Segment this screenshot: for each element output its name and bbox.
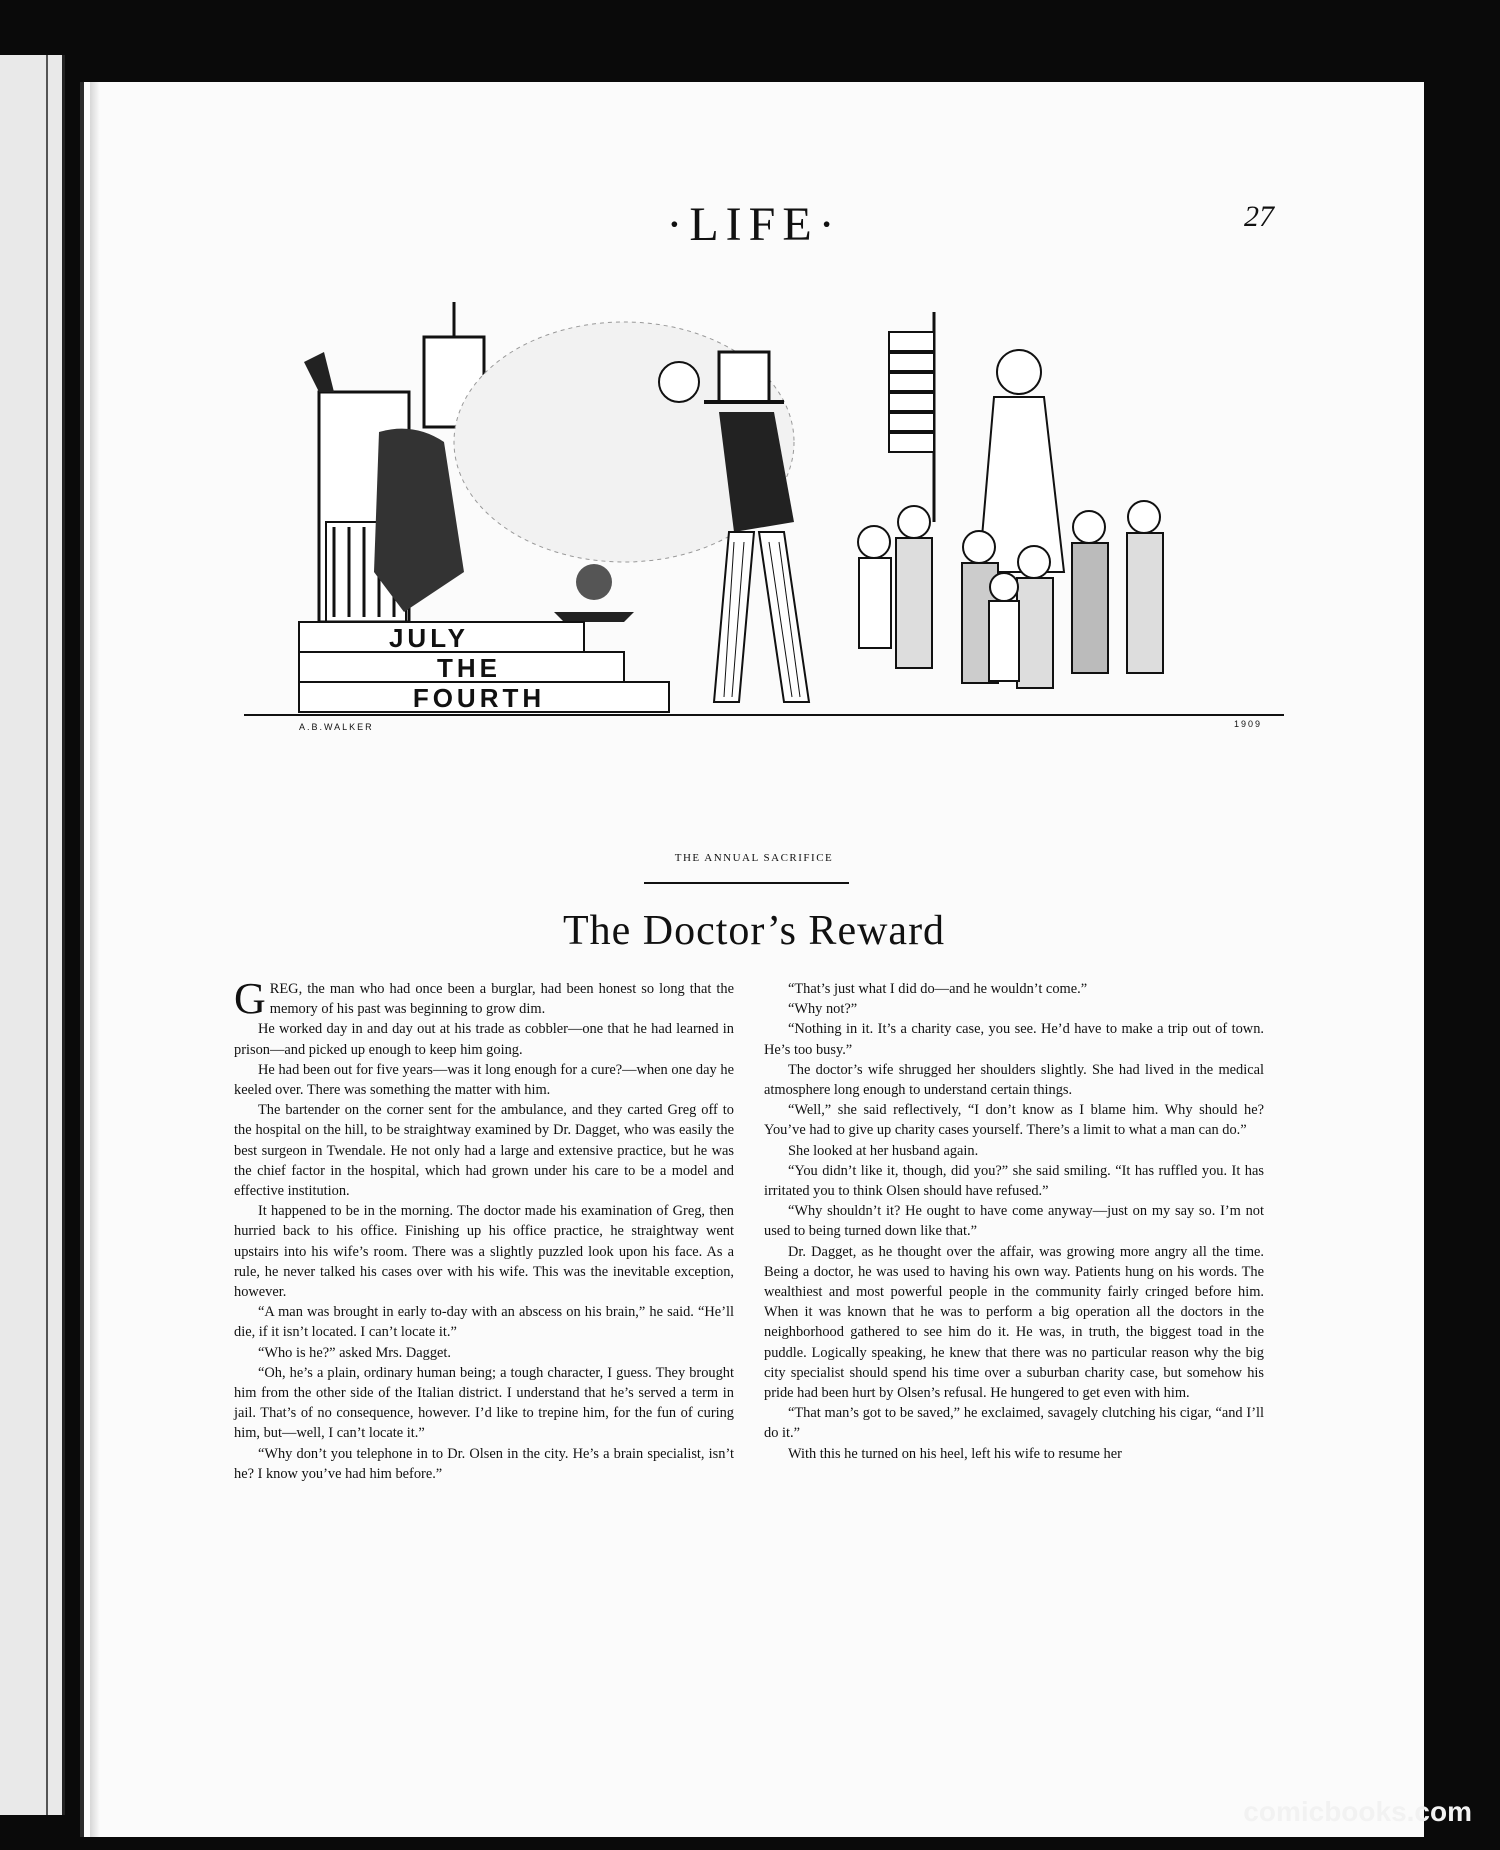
steps-text-july: JULY — [388, 623, 470, 653]
article-paragraph: “That’s just what I did do—and he wouldn’t come.” — [788, 981, 1088, 997]
steps-text-fourth: FOURTH — [412, 683, 546, 713]
article-paragraph: “Why don’t you telephone in to Dr. Olsen in the city. He’s a brain specialist, isn’t he? I know you’ve had him before.” — [234, 1445, 734, 1482]
article-paragraph: “A man was brought in early to-day with an abscess on his brain,” he said. “He’ll die, if it isn’t located. I can’t locate it.” — [234, 1304, 734, 1341]
article-paragraph: With this he turned on his heel, left his wife to resume her — [788, 1445, 1122, 1462]
caption-divider — [644, 882, 849, 884]
magazine-page — [80, 82, 1424, 1837]
article-paragraph: “You didn’t like it, though, did you?” she said smiling. “It has ruffled you. It has irritated you to think Olsen should have refused.” — [764, 1162, 1264, 1200]
article-title: The Doctor’s Reward — [562, 908, 946, 954]
facing-page-edge — [0, 55, 65, 1815]
illustration-year: 1909 — [1234, 719, 1263, 729]
artist-signature: A.B.WALKER — [299, 722, 374, 732]
article-paragraph: The doctor’s wife shrugged her shoulders slightly. She had lived in the medical atmosphere long enough to understand certain things. — [764, 1061, 1264, 1099]
article-paragraph: “Why shouldn’t it? He ought to have come anyway—just on my say so. I’m not used to being turned down like that.” — [764, 1203, 1264, 1240]
article-paragraph: The bartender on the corner sent for the ambulance, and they carted Greg off to the hospital on the hill, to be straightway examined by Dr. Dagget, who was easily the best surgeon in Twendale. He not only had a large and extensive practice, but he was the chief factor in the hospital, which had grown under his care to be a model and effective institution. — [234, 1102, 734, 1200]
article-paragraph: It happened to be in the morning. The doctor made his examination of Greg, then hurried back to his office. Finishing up his office practice, he straightway went upstairs into his wife’s room. There was a slightly puzzled look upon his face. As a rule, he never talked his cases over with his wife. This was the inevitable exception, however. — [234, 1203, 734, 1301]
child — [963, 531, 995, 563]
child — [1128, 501, 1160, 533]
article-paragraph: “Nothing in it. It’s a charity case, you see. He’d have to make a trip out of town. He’s too busy.” — [764, 1021, 1264, 1058]
article-paragraph: GREG, the man who had once been a burglar, had been honest so long that the memory of his past was beginning to grow dim. — [234, 974, 734, 1023]
steps-text-the: THE — [437, 653, 501, 683]
masthead: ·LIFE· — [666, 198, 842, 251]
article-paragraph: “Oh, he’s a plain, ordinary human being; a tough character, I guess. They brought him from the other side of the Italian district. I understand that he’s served a term in jail. That’s of no consequence, however. I’d like to trepine him, for the fun of curing him, but—well, I can’t locate it.” — [234, 1364, 734, 1442]
child — [1073, 511, 1105, 543]
article-paragraph: “Who is he?” asked Mrs. Dagget. — [258, 1344, 452, 1361]
article-paragraph: “That man’s got to be saved,” he exclaimed, savagely clutching his cigar, “and I’ll do it.” — [764, 1405, 1264, 1442]
child — [990, 573, 1018, 601]
child — [858, 526, 890, 558]
altar-dish — [554, 612, 634, 622]
child — [898, 506, 930, 538]
article-paragraph: He worked day in and day out at his trade as cobbler—one that he had learned in prison—and picked up enough to keep him going. — [234, 1021, 734, 1058]
top-hat — [719, 352, 769, 402]
seated-figure — [374, 429, 464, 612]
columbia-figure — [997, 350, 1041, 394]
article-paragraph: She looked at her husband again. — [788, 1142, 979, 1159]
article-paragraph: “Why not?” — [788, 1001, 858, 1018]
illustration-caption: THE ANNUAL SACRIFICE — [674, 852, 834, 864]
drop-cap: G — [234, 974, 266, 1023]
page-number: 27 — [1244, 200, 1274, 233]
cartoon-illustration — [234, 272, 1294, 832]
article-paragraph: He had been out for five years—was it long enough for a cure?—when one day he keeled over. There was something the matter with him. — [234, 1061, 734, 1099]
eagle-icon — [304, 352, 334, 392]
article-paragraph: Dr. Dagget, as he thought over the affair, was growing more angry all the time. Being a doctor, he was used to having his own way. Patients hung on his words. The wealthiest and most powerful people in the community fairly cringed before him. When it was known that he was to perform a big operation all the doctors in the neighborhood gathered to see him do it. He was, in truth, the biggest toad in the puddle. Logically speaking, he knew that there was no particular reason why the big city specialist should spend his time over a suburban charity case, but somehow his pride had been hurt by Olsen’s refusal. He hungered to get even with him. — [764, 1243, 1264, 1402]
child — [1018, 546, 1050, 578]
site-watermark: comicbooks.com — [1243, 1796, 1472, 1827]
article-right-column — [764, 979, 1264, 1464]
article-left-column — [234, 974, 734, 1484]
child-held — [659, 362, 699, 402]
article-paragraph: “Well,” she said reflectively, “I don’t know as I blame him. Why should he? You’ve had to give up charity cases yourself. There’s a limit to what a man can do.” — [764, 1102, 1264, 1139]
